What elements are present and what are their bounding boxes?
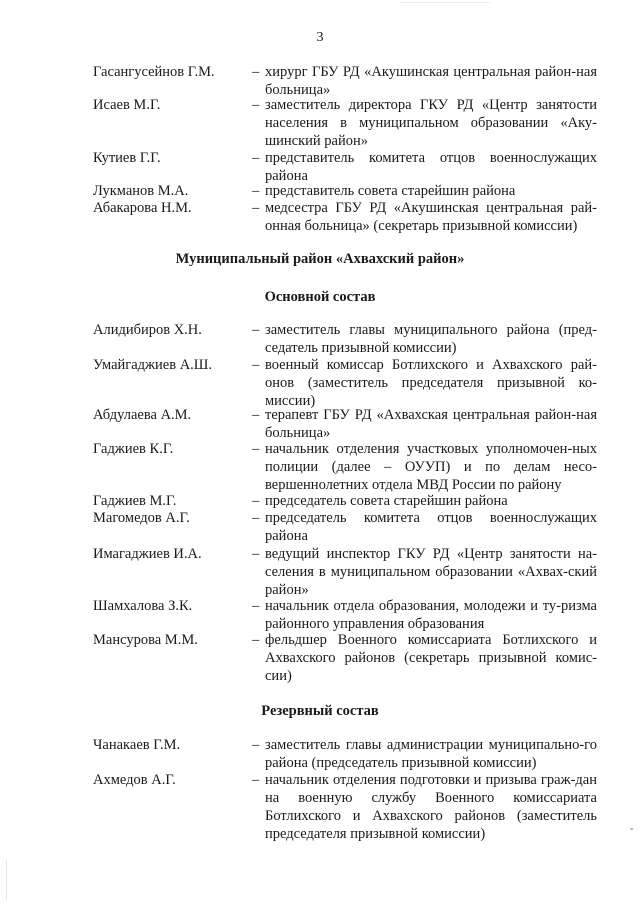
member-role: начальник отдела образования, молодежи и ту-ризма районного управления образования: [265, 598, 597, 632]
dash: –: [252, 97, 260, 113]
member-name: Имагаджиев И.А.: [93, 546, 202, 562]
member-role: начальник отделения подготовки и призыва граж-дан на военную службу Военного комиссариата Ботлихского и Ахвахского районов (заместитель председателя призывной комиссии): [265, 772, 597, 842]
member-role: заместитель главы администрации муниципально-го района (председатель призывной комиссии): [265, 737, 597, 771]
member-name: Шамхалова З.К.: [93, 598, 193, 614]
member-name: Ахмедов А.Г.: [93, 772, 176, 788]
dash: –: [252, 632, 260, 648]
scan-artifact: [6, 860, 7, 900]
member-name: Лукманов М.А.: [93, 183, 189, 199]
member-name: Чанакаев Г.М.: [93, 737, 181, 753]
member-role: начальник отделения участковых уполномочен-ных полиции (далее – ОУУП) и по делам несо-вершеннолетних отдела МВД России по району: [265, 441, 597, 493]
page-number: 3: [316, 30, 324, 45]
member-name: Абакарова Н.М.: [93, 200, 192, 216]
member-name: Исаев М.Г.: [93, 97, 161, 113]
dash: –: [252, 150, 260, 166]
reserve-composition-heading: Резервный состав: [261, 703, 379, 719]
dash: –: [252, 441, 260, 457]
member-role: заместитель главы муниципального района (пред-седатель призывной комиссии): [265, 322, 597, 356]
dash: –: [252, 493, 260, 509]
dash: –: [252, 407, 260, 423]
dash: –: [252, 200, 260, 216]
member-name: Мансурова М.М.: [93, 632, 198, 648]
member-name: Кутиев Г.Г.: [93, 150, 161, 166]
dash: –: [252, 510, 260, 526]
member-role: представитель совета старейшин района: [265, 183, 516, 199]
dash: –: [252, 183, 260, 199]
scan-artifact: [400, 2, 490, 3]
member-name: Алидибиров Х.Н.: [93, 322, 202, 338]
dash: –: [252, 546, 260, 562]
member-name: Магомедов А.Г.: [93, 510, 190, 526]
member-role: представитель комитета отцов военнослужащих района: [265, 150, 597, 184]
member-role: ведущий инспектор ГКУ РД «Центр занятости на-селения в муниципальном образовании «Ахвах-ский район»: [265, 546, 597, 598]
dash: –: [252, 322, 260, 338]
scan-artifact: [630, 828, 633, 830]
member-name: Гаджиев К.Г.: [93, 441, 174, 457]
member-name: Гасангусейнов Г.М.: [93, 64, 215, 80]
main-composition-heading: Основной состав: [264, 289, 376, 305]
member-role: председатель комитета отцов военнослужащих района: [265, 510, 597, 544]
member-role: хирург ГБУ РД «Акушинская центральная район-ная больница»: [265, 64, 597, 98]
district-heading: Муниципальный район «Ахвахский район»: [175, 251, 465, 267]
dash: –: [252, 598, 260, 614]
member-role: заместитель директора ГКУ РД «Центр занятости населения в муниципальном образовании «Аку-шинский район»: [265, 97, 597, 149]
dash: –: [252, 357, 260, 373]
dash: –: [252, 772, 260, 788]
member-role: фельдшер Военного комиссариата Ботлихского и Ахвахского районов (секретарь призывной комис-сии): [265, 632, 597, 684]
member-role: военный комиссар Ботлихского и Ахвахского рай-онов (заместитель председателя призывной ко-миссии): [265, 357, 597, 409]
member-name: Абдулаева А.М.: [93, 407, 192, 423]
member-name: Умайгаджиев А.Ш.: [93, 357, 213, 373]
dash: –: [252, 737, 260, 753]
member-name: Гаджиев М.Г.: [93, 493, 177, 509]
member-role: медсестра ГБУ РД «Акушинская центральная рай-онная больница» (секретарь призывной комиссии): [265, 200, 597, 234]
dash: –: [252, 64, 260, 80]
member-role: терапевт ГБУ РД «Ахвахская центральная район-ная больница»: [265, 407, 597, 441]
member-role: председатель совета старейшин района: [265, 493, 508, 509]
